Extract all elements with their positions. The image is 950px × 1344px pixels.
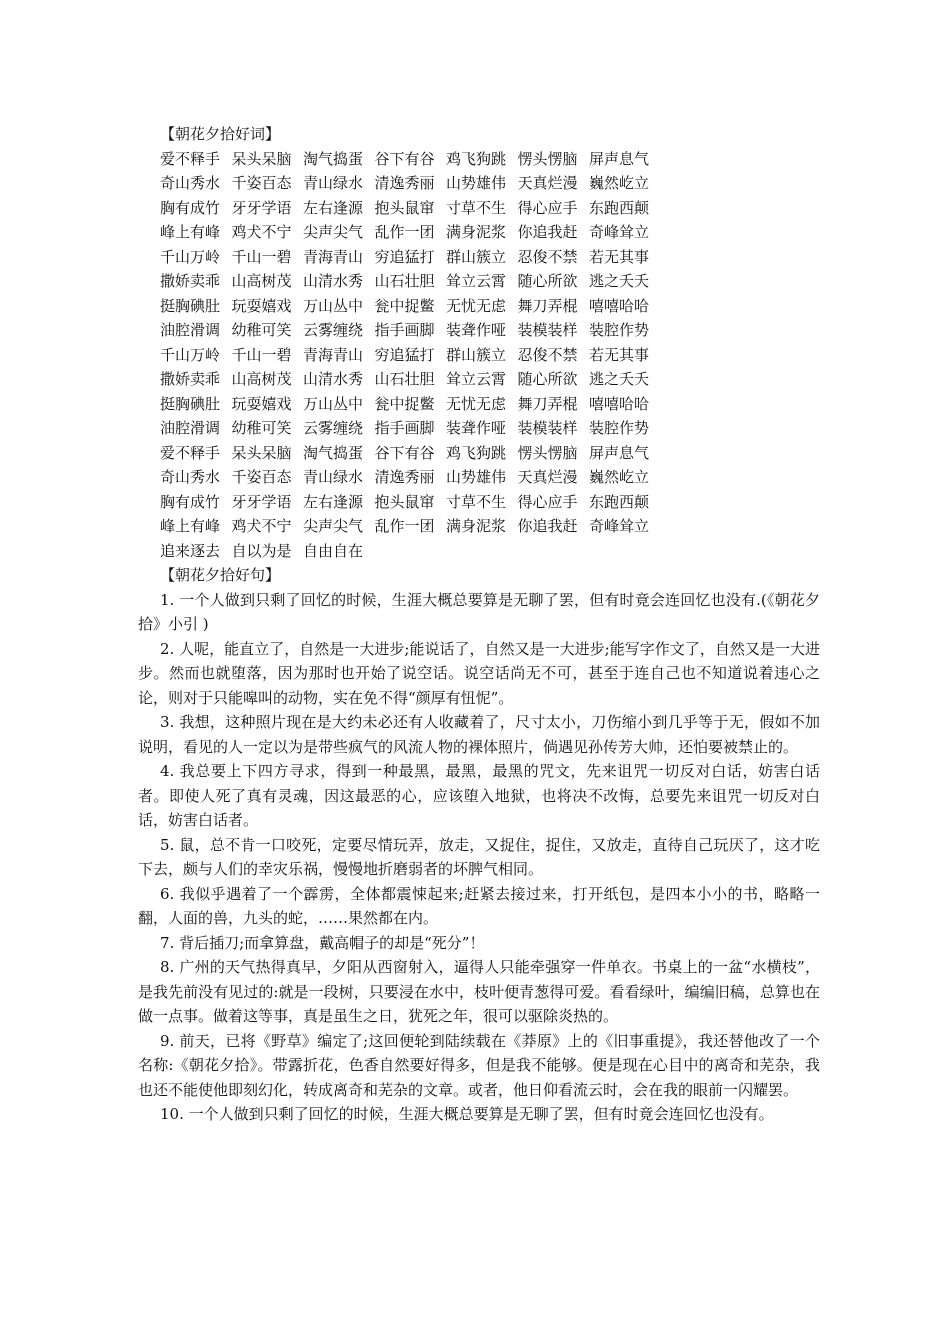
sentences-heading: 【朝花夕拾好句】 — [160, 566, 281, 584]
word-item: 谷下有谷 — [374, 149, 435, 168]
sentence-item: 9. 前天，已将《野草》编定了;这回便轮到陆续载在《莽原》上的《旧事重提》，我还替他改了一个名称:《朝花夕拾》。带露折花，色香自然要好得多，但是我不能够。便是现在心目中的离奇和芜杂，我也还不能使他即刻幻化，转成离奇和芜杂的文章。或者，他日仰看流云时，会在我的眼前一闪耀罢。 — [138, 1031, 820, 1099]
word-item: 奇山秀水 — [160, 174, 221, 192]
word-item: 东跑西颠 — [589, 198, 650, 217]
word-item: 山石壮胆 — [374, 370, 435, 388]
word-item: 舞刀弄棍 — [517, 296, 578, 315]
word-item: 千山万岭 — [160, 345, 221, 364]
word-item: 山清水秀 — [303, 370, 364, 388]
word-item: 耸立云霄 — [446, 272, 507, 290]
word-item: 无忧无虑 — [446, 394, 507, 413]
word-item: 呆头呆脑 — [231, 443, 292, 462]
sentence-item: 3. 我想，这种照片现在是大约未必还有人收藏着了，尺寸太小，刀伤缩小到几乎等于无，假如不加说明，看见的人一定以为是带些疯气的风流人物的裸体照片，倘遇见孙传芳大帅，还怕要被禁止的。 — [138, 713, 820, 756]
words-heading: 【朝花夕拾好词】 — [160, 125, 281, 143]
sentence-item: 2. 人呢，能直立了，自然是一大进步;能说话了，自然又是一大进步;能写字作文了，自然又是一大进步。然而也就堕落，因为那时也开始了说空话。说空话尚无不可，甚至于连自己也不知道说着违心之论，则对于只能嗥叫的动物，实在免不得“颜厚有忸怩”。 — [138, 639, 820, 707]
word-row — [160, 367, 820, 392]
word-item: 天真烂漫 — [517, 174, 578, 192]
word-item: 巍然屹立 — [589, 468, 650, 486]
word-item: 淘气捣蛋 — [303, 149, 364, 168]
word-item: 装聋作哑 — [446, 321, 507, 339]
word-item: 左右逢源 — [303, 198, 364, 217]
word-item: 耸立云霄 — [446, 370, 507, 388]
document-content — [138, 122, 820, 1127]
word-item: 忍俊不禁 — [517, 345, 578, 364]
word-item: 谷下有谷 — [374, 443, 435, 462]
word-item: 山势雄伟 — [446, 174, 507, 192]
word-item: 爱不释手 — [160, 443, 221, 462]
word-item: 奇山秀水 — [160, 468, 221, 486]
word-item: 山石壮胆 — [374, 272, 435, 290]
word-item: 青山绿水 — [303, 174, 364, 192]
word-item: 装模装样 — [517, 321, 578, 339]
word-list — [138, 147, 820, 564]
word-row — [160, 416, 820, 441]
word-item: 云雾缠绕 — [303, 419, 364, 437]
word-item: 峰上有峰 — [160, 223, 221, 241]
sentence-item: 6. 我似乎遇着了一个霹雳，全体都震悚起来;赶紧去接过来，打开纸包，是四本小小的书，略略一翻，人面的兽，九头的蛇，……果然都在内。 — [138, 884, 820, 927]
word-item: 挺胸碘肚 — [160, 296, 221, 315]
word-item: 穷追猛打 — [374, 345, 435, 364]
word-item: 左右逢源 — [303, 492, 364, 511]
word-item: 屏声息气 — [589, 149, 650, 168]
word-item: 青海青山 — [303, 345, 364, 364]
word-item: 清逸秀丽 — [374, 174, 435, 192]
word-item: 幼稚可笑 — [231, 419, 292, 437]
word-row — [160, 490, 820, 515]
word-item: 撒娇卖乖 — [160, 272, 221, 290]
word-item: 抱头鼠窜 — [374, 198, 435, 217]
word-item: 尖声尖气 — [303, 223, 364, 241]
word-item: 玩耍嬉戏 — [231, 296, 292, 315]
word-item: 指手画脚 — [374, 321, 435, 339]
word-item: 鸡飞狗跳 — [446, 443, 507, 462]
word-item: 玩耍嬉戏 — [231, 394, 292, 413]
word-item: 逃之夭夭 — [589, 370, 650, 388]
word-item: 东跑西颠 — [589, 492, 650, 511]
word-item: 屏声息气 — [589, 443, 650, 462]
word-item: 千山一碧 — [231, 247, 292, 266]
word-item: 寸草不生 — [446, 492, 507, 511]
word-item: 乱作一团 — [374, 223, 435, 241]
word-item: 自以为是 — [231, 541, 292, 560]
word-item: 千山万岭 — [160, 247, 221, 266]
word-item: 幼稚可笑 — [231, 321, 292, 339]
word-item: 云雾缠绕 — [303, 321, 364, 339]
word-item: 天真烂漫 — [517, 468, 578, 486]
word-item: 油腔滑调 — [160, 419, 221, 437]
word-item: 你追我赶 — [517, 517, 578, 535]
word-row — [160, 269, 820, 294]
word-item: 瓮中捉鳖 — [374, 296, 435, 315]
word-item: 装腔作势 — [589, 321, 650, 339]
word-row — [160, 539, 820, 564]
word-item: 呆头呆脑 — [231, 149, 292, 168]
sentence-item: 7. 背后插刀;而拿算盘，戴高帽子的却是“死分”！ — [160, 933, 485, 952]
word-item: 装腔作势 — [589, 419, 650, 437]
word-row — [160, 441, 820, 466]
word-item: 撒娇卖乖 — [160, 370, 221, 388]
word-item: 逃之夭夭 — [589, 272, 650, 290]
word-item: 青山绿水 — [303, 468, 364, 486]
word-row — [160, 465, 820, 490]
word-item: 奇峰耸立 — [589, 517, 650, 535]
word-item: 鸡犬不宁 — [231, 223, 292, 241]
word-row — [160, 294, 820, 319]
word-item: 嘻嘻哈哈 — [589, 394, 650, 413]
word-item: 山势雄伟 — [446, 468, 507, 486]
word-item: 千山一碧 — [231, 345, 292, 364]
sentence-item: 10. 一个人做到只剩了回忆的时候，生涯大概总要算是无聊了罢，但有时竟会连回忆也没有。 — [160, 1105, 774, 1123]
word-item: 青海青山 — [303, 247, 364, 266]
word-item: 随心所欲 — [517, 272, 578, 290]
word-item: 抱头鼠窜 — [374, 492, 435, 511]
word-item: 乱作一团 — [374, 517, 435, 535]
sentence-item: 8. 广州的天气热得真早，夕阳从西窗射入，逼得人只能牵强穿一件单衣。书桌上的一盆“水横枝”，是我先前没有见过的:就是一段树，只要浸在水中，枝叶便青葱得可爱。看看绿叶，编编旧稿，总算也在做一点事。做着这等事，真是虽生之日，犹死之年，很可以驱除炎热的。 — [138, 958, 820, 1025]
word-item: 愣头愣脑 — [517, 443, 578, 462]
word-item: 若无其事 — [589, 247, 650, 266]
sentence-item: 5. 鼠，总不肯一口咬死，定要尽情玩弄，放走，又捉住，捉住，又放走，直待自己玩厌了，这才吃下去，颇与人们的幸灾乐祸，慢慢地折磨弱者的坏脾气相同。 — [138, 835, 820, 878]
word-item: 满身泥浆 — [446, 517, 507, 535]
word-item: 嘻嘻哈哈 — [589, 296, 650, 315]
word-item: 得心应手 — [517, 198, 578, 217]
word-item: 爱不释手 — [160, 149, 221, 168]
word-row — [160, 514, 820, 539]
word-item: 你追我赶 — [517, 223, 578, 241]
word-item: 舞刀弄棍 — [517, 394, 578, 413]
word-item: 得心应手 — [517, 492, 578, 511]
word-item: 牙牙学语 — [231, 198, 292, 217]
word-item: 自由自在 — [303, 541, 364, 560]
word-item: 挺胸碘肚 — [160, 394, 221, 413]
word-row — [160, 196, 820, 221]
word-item: 装模装样 — [517, 419, 578, 437]
word-item: 清逸秀丽 — [374, 468, 435, 486]
word-item: 油腔滑调 — [160, 321, 221, 339]
word-item: 山高树茂 — [231, 272, 292, 290]
word-row — [160, 392, 820, 417]
word-item: 若无其事 — [589, 345, 650, 364]
word-item: 万山丛中 — [303, 394, 364, 413]
word-row — [160, 171, 820, 196]
word-row — [160, 220, 820, 245]
word-item: 穷追猛打 — [374, 247, 435, 266]
word-item: 山清水秀 — [303, 272, 364, 290]
word-item: 山高树茂 — [231, 370, 292, 388]
word-item: 淘气捣蛋 — [303, 443, 364, 462]
word-item: 无忧无虑 — [446, 296, 507, 315]
sentence-item: 4. 我总要上下四方寻求，得到一种最黑，最黑，最黑的咒文，先来诅咒一切反对白话，妨害白话者。即使人死了真有灵魂，因这最恶的心，应该堕入地狱，也将决不改悔，总要先来诅咒一切反对白话，妨害白话者。 — [138, 762, 820, 829]
word-item: 万山丛中 — [303, 296, 364, 315]
word-item: 胸有成竹 — [160, 492, 221, 511]
word-item: 千姿百态 — [231, 174, 292, 192]
word-item: 追来逐去 — [160, 541, 221, 560]
word-item: 装聋作哑 — [446, 419, 507, 437]
word-item: 奇峰耸立 — [589, 223, 650, 241]
word-row — [160, 343, 820, 368]
word-item: 瓮中捉鳖 — [374, 394, 435, 413]
word-item: 鸡犬不宁 — [231, 517, 292, 535]
word-item: 群山簇立 — [446, 345, 507, 364]
word-item: 鸡飞狗跳 — [446, 149, 507, 168]
word-item: 满身泥浆 — [446, 223, 507, 241]
sentence-list — [138, 588, 820, 1127]
word-item: 千姿百态 — [231, 468, 292, 486]
word-row — [160, 318, 820, 343]
word-item: 胸有成竹 — [160, 198, 221, 217]
word-item: 指手画脚 — [374, 419, 435, 437]
word-item: 忍俊不禁 — [517, 247, 578, 266]
word-item: 峰上有峰 — [160, 517, 221, 535]
word-item: 巍然屹立 — [589, 174, 650, 192]
word-item: 尖声尖气 — [303, 517, 364, 535]
sentence-item: 1. 一个人做到只剩了回忆的时候，生涯大概总要算是无聊了罢，但有时竟会连回忆也没有.(《朝花夕拾》小引 ) — [138, 590, 820, 633]
word-item: 寸草不生 — [446, 198, 507, 217]
word-row — [160, 147, 820, 172]
word-item: 群山簇立 — [446, 247, 507, 266]
word-row — [160, 245, 820, 270]
word-item: 随心所欲 — [517, 370, 578, 388]
word-item: 牙牙学语 — [231, 492, 292, 511]
word-item: 愣头愣脑 — [517, 149, 578, 168]
